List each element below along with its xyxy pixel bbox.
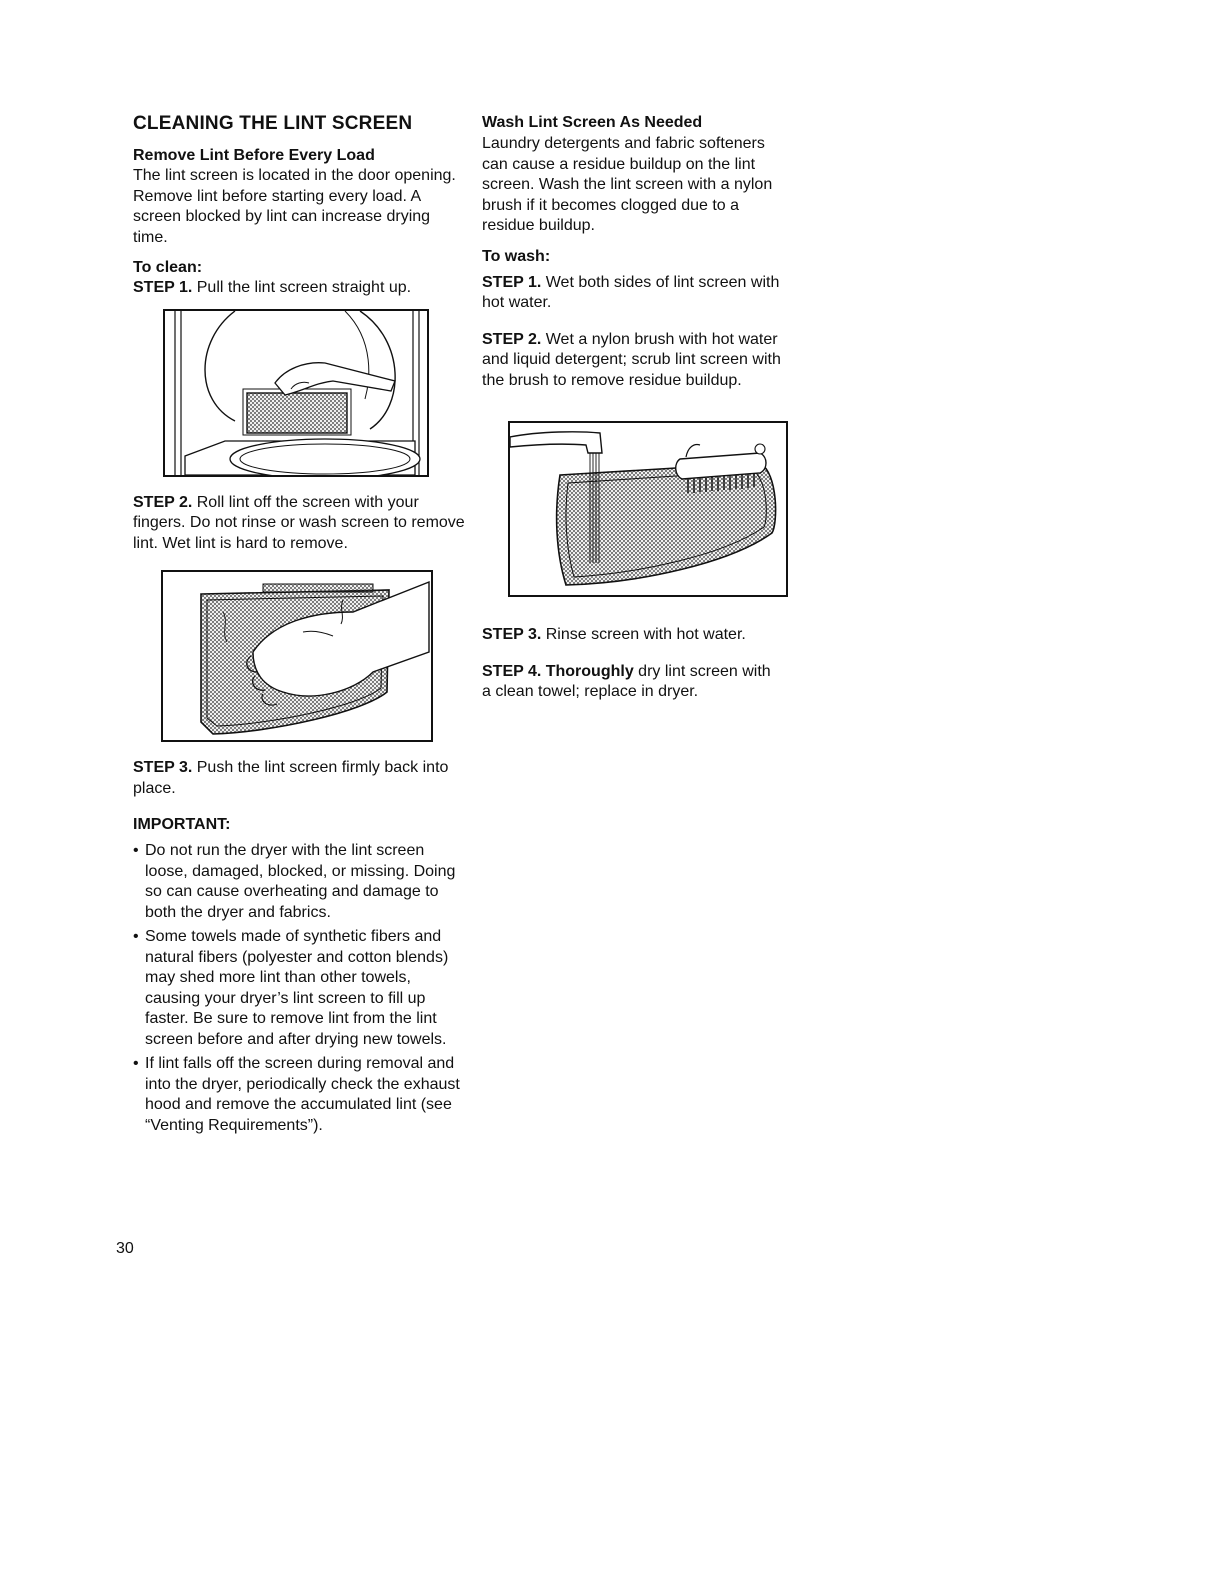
right-column <box>482 112 782 703</box>
step-label: STEP 2. <box>482 330 542 348</box>
left-column <box>133 112 468 1140</box>
remove-lint-text: The lint screen is located in the door opening. Remove lint before starting every load. A screen blocked by lint can increase drying time. <box>133 167 456 246</box>
figure-wash-screen <box>508 421 788 597</box>
step-label: STEP 3. <box>482 626 542 643</box>
important-heading: IMPORTANT: <box>133 816 231 833</box>
figure-roll-lint <box>161 570 433 742</box>
step-label: STEP 3. <box>133 759 193 776</box>
step-label: STEP 1. <box>133 279 193 296</box>
step-text: Wet a nylon brush with hot water and liquid detergent; scrub lint screen with the brush to remove residue buildup. <box>482 330 781 389</box>
page-number: 30 <box>116 1240 134 1257</box>
wash-step-4 <box>482 662 782 703</box>
wash-step-1 <box>482 273 782 314</box>
step-label: STEP 4. Thoroughly <box>482 662 634 680</box>
faucet-brush-illustration <box>510 423 786 595</box>
step-text: Pull the lint screen straight up. <box>192 279 412 296</box>
to-wash-heading: To wash: <box>482 247 551 265</box>
list-item: • Some towels made of synthetic fibers and natural fibers (polyester and cotton blends) may shed more lint than other towels, causing your dryer’s lint screen to fill up faster. Be sure to remove lint from the lint screen before and after drying new towels. <box>133 928 449 1048</box>
clean-step-1 <box>133 278 468 299</box>
step-text: Push the lint screen firmly back into place. <box>133 759 449 797</box>
wash-heading: Wash Lint Screen As Needed <box>482 114 703 131</box>
hand-lint-screen-illustration <box>163 572 431 740</box>
list-item: • Do not run the dryer with the lint screen loose, damaged, blocked, or missing. Doing so can cause overheating and damage to both the dryer and fabrics. <box>133 842 456 921</box>
wash-step-2 <box>482 330 782 392</box>
list-item: • If lint falls off the screen during removal and into the dryer, periodically check the exhaust hood and remove the accumulated lint (see “Venting Requirements”). <box>133 1055 460 1134</box>
step-text: Roll lint off the screen with your fingers. Do not rinse or wash screen to remove lint. Wet lint is hard to remove. <box>133 493 465 552</box>
clean-step-3 <box>133 758 468 799</box>
section-title: CLEANING THE LINT SCREEN <box>133 113 413 134</box>
dryer-door-illustration <box>165 311 427 475</box>
step-text: dry lint screen with a clean towel; replace in dryer. <box>482 662 771 700</box>
step-label: STEP 2. <box>133 493 193 511</box>
wash-text: Laundry detergents and fabric softeners can cause a residue buildup on the lint screen. Wash the lint screen with a nylon brush if it becomes clogged due to a residue buildup. <box>482 135 773 234</box>
step-text: Wet both sides of lint screen with hot water. <box>482 273 780 311</box>
step-text: Rinse screen with hot water. <box>541 626 746 643</box>
to-clean-heading: To clean: <box>133 259 203 276</box>
important-list <box>133 841 468 1136</box>
figure-pull-lint-screen <box>163 309 429 477</box>
wash-step-3 <box>482 625 782 646</box>
clean-step-2 <box>133 493 468 555</box>
remove-lint-heading: Remove Lint Before Every Load <box>133 147 375 164</box>
step-label: STEP 1. <box>482 273 542 291</box>
